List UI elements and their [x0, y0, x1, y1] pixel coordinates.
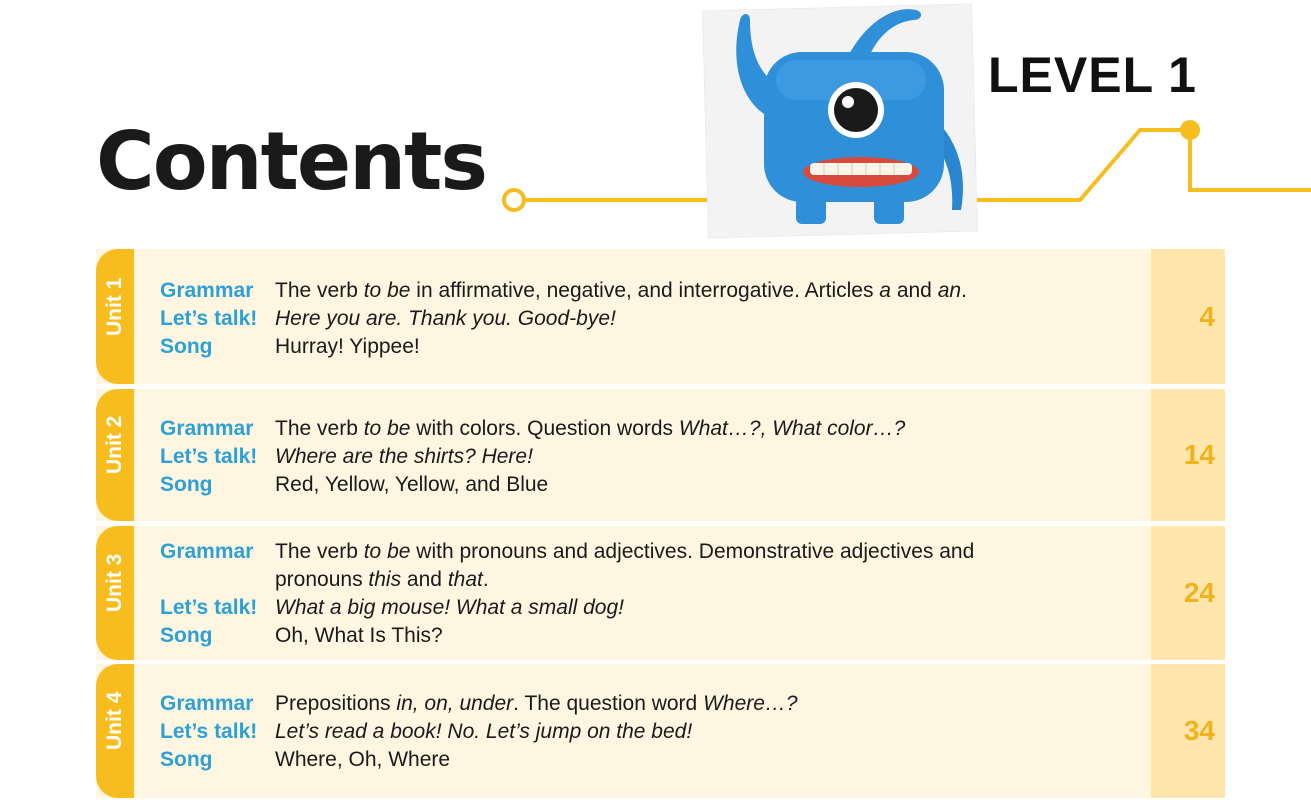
grammar-tag: Grammar	[160, 540, 254, 563]
lets-talk-line	[160, 594, 1120, 622]
song-title: Where, Oh, Where	[275, 748, 451, 771]
grammar-line	[160, 690, 1120, 718]
page-number[interactable]: 4	[1199, 300, 1215, 332]
lets-talk-tag: Let’s talk!	[160, 720, 258, 743]
page-column	[1151, 389, 1225, 521]
unit-label: Unit 3	[103, 553, 126, 612]
song-tag: Song	[160, 748, 213, 771]
unit-3-lines	[160, 538, 1120, 650]
grammar-line	[160, 538, 1120, 594]
unit-label: Unit 2	[103, 415, 126, 474]
page-column	[1151, 249, 1225, 384]
grammar-tag: Grammar	[160, 417, 254, 440]
grammar-description: The verb to be with pronouns and adjectives. Demonstrative adjectives and pronouns this and that.	[275, 540, 975, 591]
grammar-tag: Grammar	[160, 692, 254, 715]
level-label: LEVEL 1	[988, 47, 1197, 103]
song-tag: Song	[160, 335, 213, 358]
song-title: Red, Yellow, Yellow, and Blue	[275, 473, 549, 496]
lets-talk-line	[160, 718, 1120, 746]
unit-row-2	[96, 389, 1225, 521]
page-number[interactable]: 34	[1183, 715, 1215, 746]
unit-tab	[96, 664, 134, 798]
unit-row-4	[96, 664, 1225, 798]
connector-start-circle-icon	[504, 190, 524, 210]
lets-talk-description: Let’s read a book! No. Let’s jump on the bed!	[275, 720, 693, 743]
grammar-tag: Grammar	[160, 279, 254, 302]
lets-talk-line	[160, 443, 1120, 471]
song-tag: Song	[160, 473, 213, 496]
lets-talk-description: Where are the shirts? Here!	[275, 445, 533, 468]
page-column	[1151, 526, 1225, 660]
unit-label: Unit 1	[103, 277, 126, 336]
lets-talk-description: What a big mouse! What a small dog!	[275, 596, 624, 619]
unit-tab	[96, 389, 134, 521]
song-title: Hurray! Yippee!	[275, 335, 420, 358]
page-column	[1151, 664, 1225, 798]
grammar-description: Prepositions in, on, under. The question word Where…?	[275, 692, 798, 715]
lets-talk-tag: Let’s talk!	[160, 596, 258, 619]
song-line	[160, 746, 1120, 774]
blue-one-eyed-monster-icon	[706, 0, 986, 240]
grammar-line	[160, 277, 1120, 305]
page-number[interactable]: 24	[1183, 577, 1215, 608]
lets-talk-line	[160, 305, 1120, 333]
song-title: Oh, What Is This?	[275, 624, 443, 647]
unit-row-1	[96, 249, 1225, 384]
lets-talk-description: Here you are. Thank you. Good-bye!	[275, 307, 616, 330]
unit-tab	[96, 526, 134, 660]
unit-row-3	[96, 526, 1225, 660]
lets-talk-tag: Let’s talk!	[160, 307, 258, 330]
grammar-line	[160, 415, 1120, 443]
unit-1-lines	[160, 277, 1120, 361]
unit-2-lines	[160, 415, 1120, 499]
song-tag: Song	[160, 624, 213, 647]
song-line	[160, 622, 1120, 650]
grammar-description: The verb to be with colors. Question words What…?, What color…?	[275, 417, 906, 440]
unit-tab	[96, 249, 134, 384]
lets-talk-tag: Let’s talk!	[160, 445, 258, 468]
unit-4-lines	[160, 690, 1120, 774]
song-line	[160, 471, 1120, 499]
song-line	[160, 333, 1120, 361]
connector-node-dot-icon	[1180, 120, 1200, 140]
page-title: Contents	[96, 115, 486, 208]
unit-label: Unit 4	[103, 691, 126, 750]
grammar-description: The verb to be in affirmative, negative, and interrogative. Articles a and an.	[275, 279, 967, 302]
page-number[interactable]: 14	[1183, 439, 1215, 470]
